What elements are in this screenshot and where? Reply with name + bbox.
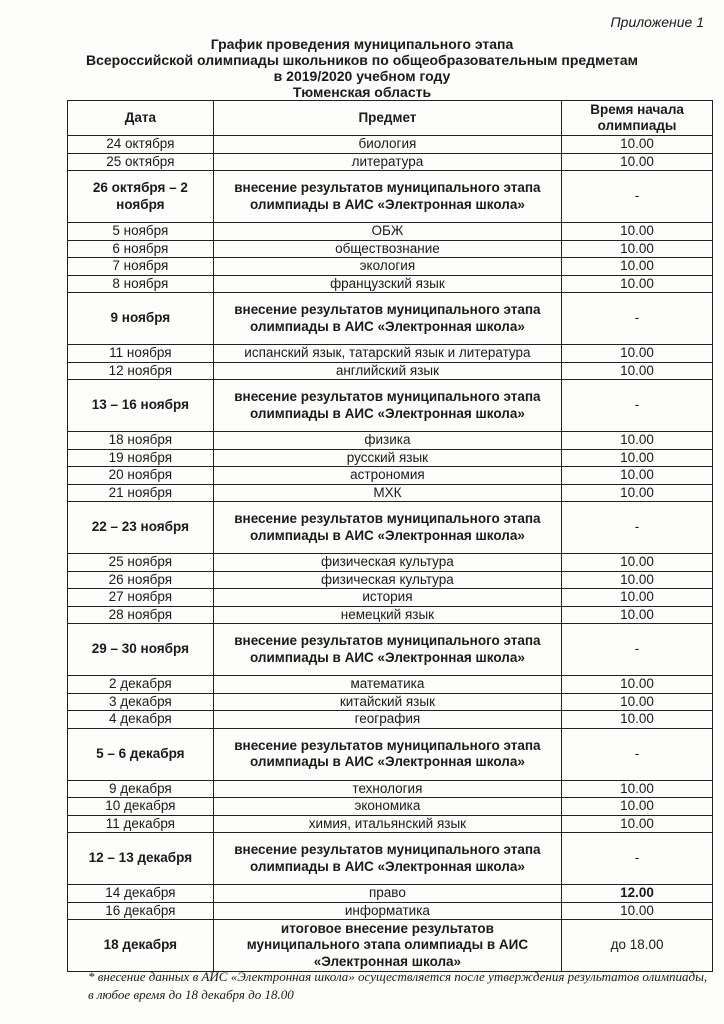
- date-cell: 22 – 23 ноября: [68, 502, 214, 554]
- subject-cell: МХК: [213, 484, 561, 502]
- time-cell: 10.00: [562, 815, 713, 833]
- table-row: [68, 780, 713, 798]
- time-cell: 10.00: [562, 449, 713, 467]
- title-line: в 2019/2020 учебном году: [273, 68, 451, 84]
- date-cell: 11 декабря: [68, 815, 214, 833]
- table-row: [68, 345, 713, 363]
- date-cell: 24 октября: [68, 136, 214, 154]
- date-cell: 3 декабря: [68, 693, 214, 711]
- time-cell: 10.00: [562, 484, 713, 502]
- date-cell: 20 ноября: [68, 467, 214, 485]
- header-time: Время начала олимпиады: [562, 101, 713, 136]
- time-cell: 10.00: [562, 554, 713, 572]
- date-cell: 5 – 6 декабря: [68, 728, 214, 780]
- subject-cell: французский язык: [213, 275, 561, 293]
- subject-cell: китайский язык: [213, 693, 561, 711]
- time-cell: 10.00: [562, 432, 713, 450]
- date-cell: 29 – 30 ноября: [68, 624, 214, 676]
- subject-cell: внесение результатов муниципального этапа олимпиады в АИС «Электронная школа»: [213, 728, 561, 780]
- table-row: [68, 798, 713, 816]
- table-row: [68, 136, 713, 154]
- subject-cell: ОБЖ: [213, 223, 561, 241]
- subject-cell: итоговое внесение результатов муниципального этапа олимпиады в АИС «Электронная школа»: [213, 920, 561, 972]
- subject-cell: технология: [213, 780, 561, 798]
- date-cell: 21 ноября: [68, 484, 214, 502]
- subject-cell: испанский язык, татарский язык и литература: [213, 345, 561, 363]
- subject-cell: физика: [213, 432, 561, 450]
- subject-cell: литература: [213, 153, 561, 171]
- date-cell: 12 ноября: [68, 362, 214, 380]
- title-line: График проведения муниципального этапа: [210, 36, 514, 52]
- date-cell: 28 ноября: [68, 606, 214, 624]
- annex-label: Приложение 1: [610, 14, 704, 30]
- date-cell: 12 – 13 декабря: [68, 833, 214, 885]
- table-row: [68, 484, 713, 502]
- table-row: [68, 240, 713, 258]
- subject-cell: география: [213, 711, 561, 729]
- title-line: Всероссийской олимпиады школьников по общеобразовательным предметам: [85, 52, 639, 68]
- date-cell: 10 декабря: [68, 798, 214, 816]
- time-cell: -: [562, 624, 713, 676]
- table-row: [68, 432, 713, 450]
- title-line: Тюменская область: [292, 84, 432, 100]
- time-cell: 10.00: [562, 571, 713, 589]
- subject-cell: внесение результатов муниципального этапа олимпиады в АИС «Электронная школа»: [213, 380, 561, 432]
- date-cell: 19 ноября: [68, 449, 214, 467]
- time-cell: до 18.00: [562, 920, 713, 972]
- table-row: [68, 554, 713, 572]
- time-cell: -: [562, 293, 713, 345]
- date-cell: 8 ноября: [68, 275, 214, 293]
- time-cell: 10.00: [562, 136, 713, 154]
- subject-cell: внесение результатов муниципального этапа олимпиады в АИС «Электронная школа»: [213, 502, 561, 554]
- date-cell: 26 октября – 2 ноября: [68, 171, 214, 223]
- time-cell: 10.00: [562, 240, 713, 258]
- date-cell: 25 октября: [68, 153, 214, 171]
- table-row: [68, 380, 713, 432]
- time-cell: -: [562, 380, 713, 432]
- table-row: [68, 153, 713, 171]
- time-cell: 10.00: [562, 676, 713, 694]
- subject-cell: экология: [213, 258, 561, 276]
- subject-cell: английский язык: [213, 362, 561, 380]
- subject-cell: физическая культура: [213, 571, 561, 589]
- subject-cell: внесение результатов муниципального этапа олимпиады в АИС «Электронная школа»: [213, 171, 561, 223]
- table-row: [68, 449, 713, 467]
- table-row: [68, 606, 713, 624]
- time-cell: 10.00: [562, 798, 713, 816]
- time-cell: -: [562, 833, 713, 885]
- date-cell: 25 ноября: [68, 554, 214, 572]
- date-cell: 18 декабря: [68, 920, 214, 972]
- time-cell: 10.00: [562, 153, 713, 171]
- table-row: [68, 624, 713, 676]
- subject-cell: химия, итальянский язык: [213, 815, 561, 833]
- table-row: [68, 711, 713, 729]
- table-row: [68, 885, 713, 903]
- subject-cell: обществознание: [213, 240, 561, 258]
- header-subject: Предмет: [213, 101, 561, 136]
- date-cell: 27 ноября: [68, 589, 214, 607]
- table-row: [68, 293, 713, 345]
- subject-cell: русский язык: [213, 449, 561, 467]
- time-cell: 10.00: [562, 693, 713, 711]
- date-cell: 6 ноября: [68, 240, 214, 258]
- schedule-table: [67, 100, 713, 972]
- time-cell: 10.00: [562, 345, 713, 363]
- date-cell: 11 ноября: [68, 345, 214, 363]
- subject-cell: внесение результатов муниципального этапа олимпиады в АИС «Электронная школа»: [213, 624, 561, 676]
- time-cell: -: [562, 171, 713, 223]
- subject-cell: право: [213, 885, 561, 903]
- table-row: [68, 728, 713, 780]
- subject-cell: физическая культура: [213, 554, 561, 572]
- date-cell: 2 декабря: [68, 676, 214, 694]
- time-cell: 10.00: [562, 902, 713, 920]
- subject-cell: астрономия: [213, 467, 561, 485]
- date-cell: 7 ноября: [68, 258, 214, 276]
- subject-cell: экономика: [213, 798, 561, 816]
- time-cell: 10.00: [562, 780, 713, 798]
- subject-cell: внесение результатов муниципального этапа олимпиады в АИС «Электронная школа»: [213, 293, 561, 345]
- time-cell: 10.00: [562, 589, 713, 607]
- table-row: [68, 571, 713, 589]
- table-row: [68, 467, 713, 485]
- document-title: [0, 36, 724, 100]
- subject-cell: внесение результатов муниципального этапа олимпиады в АИС «Электронная школа»: [213, 833, 561, 885]
- date-cell: 18 ноября: [68, 432, 214, 450]
- table-row: [68, 815, 713, 833]
- table-row: [68, 920, 713, 972]
- date-cell: 14 декабря: [68, 885, 214, 903]
- time-cell: 12.00: [562, 885, 713, 903]
- table-row: [68, 502, 713, 554]
- time-cell: 10.00: [562, 606, 713, 624]
- date-cell: 16 декабря: [68, 902, 214, 920]
- subject-cell: немецкий язык: [213, 606, 561, 624]
- date-cell: 9 ноября: [68, 293, 214, 345]
- table-row: [68, 275, 713, 293]
- time-cell: 10.00: [562, 467, 713, 485]
- table-row: [68, 223, 713, 241]
- time-cell: 10.00: [562, 223, 713, 241]
- table-row: [68, 833, 713, 885]
- table-row: [68, 589, 713, 607]
- table-row: [68, 693, 713, 711]
- table-row: [68, 902, 713, 920]
- date-cell: 5 ноября: [68, 223, 214, 241]
- table-row: [68, 362, 713, 380]
- time-cell: -: [562, 728, 713, 780]
- date-cell: 26 ноября: [68, 571, 214, 589]
- time-cell: 10.00: [562, 711, 713, 729]
- time-cell: 10.00: [562, 275, 713, 293]
- date-cell: 4 декабря: [68, 711, 214, 729]
- header-row: [68, 101, 713, 136]
- subject-cell: информатика: [213, 902, 561, 920]
- footnote: * внесение данных в АИС «Электронная школа» осуществляется после утверждения результатов олимпиады, в любое время до 18 декабря до 18.00: [88, 969, 708, 1002]
- header-date: Дата: [68, 101, 214, 136]
- date-cell: 13 – 16 ноября: [68, 380, 214, 432]
- subject-cell: математика: [213, 676, 561, 694]
- table-row: [68, 171, 713, 223]
- table-row: [68, 258, 713, 276]
- subject-cell: биология: [213, 136, 561, 154]
- subject-cell: история: [213, 589, 561, 607]
- date-cell: 9 декабря: [68, 780, 214, 798]
- table-row: [68, 676, 713, 694]
- time-cell: -: [562, 502, 713, 554]
- time-cell: 10.00: [562, 362, 713, 380]
- time-cell: 10.00: [562, 258, 713, 276]
